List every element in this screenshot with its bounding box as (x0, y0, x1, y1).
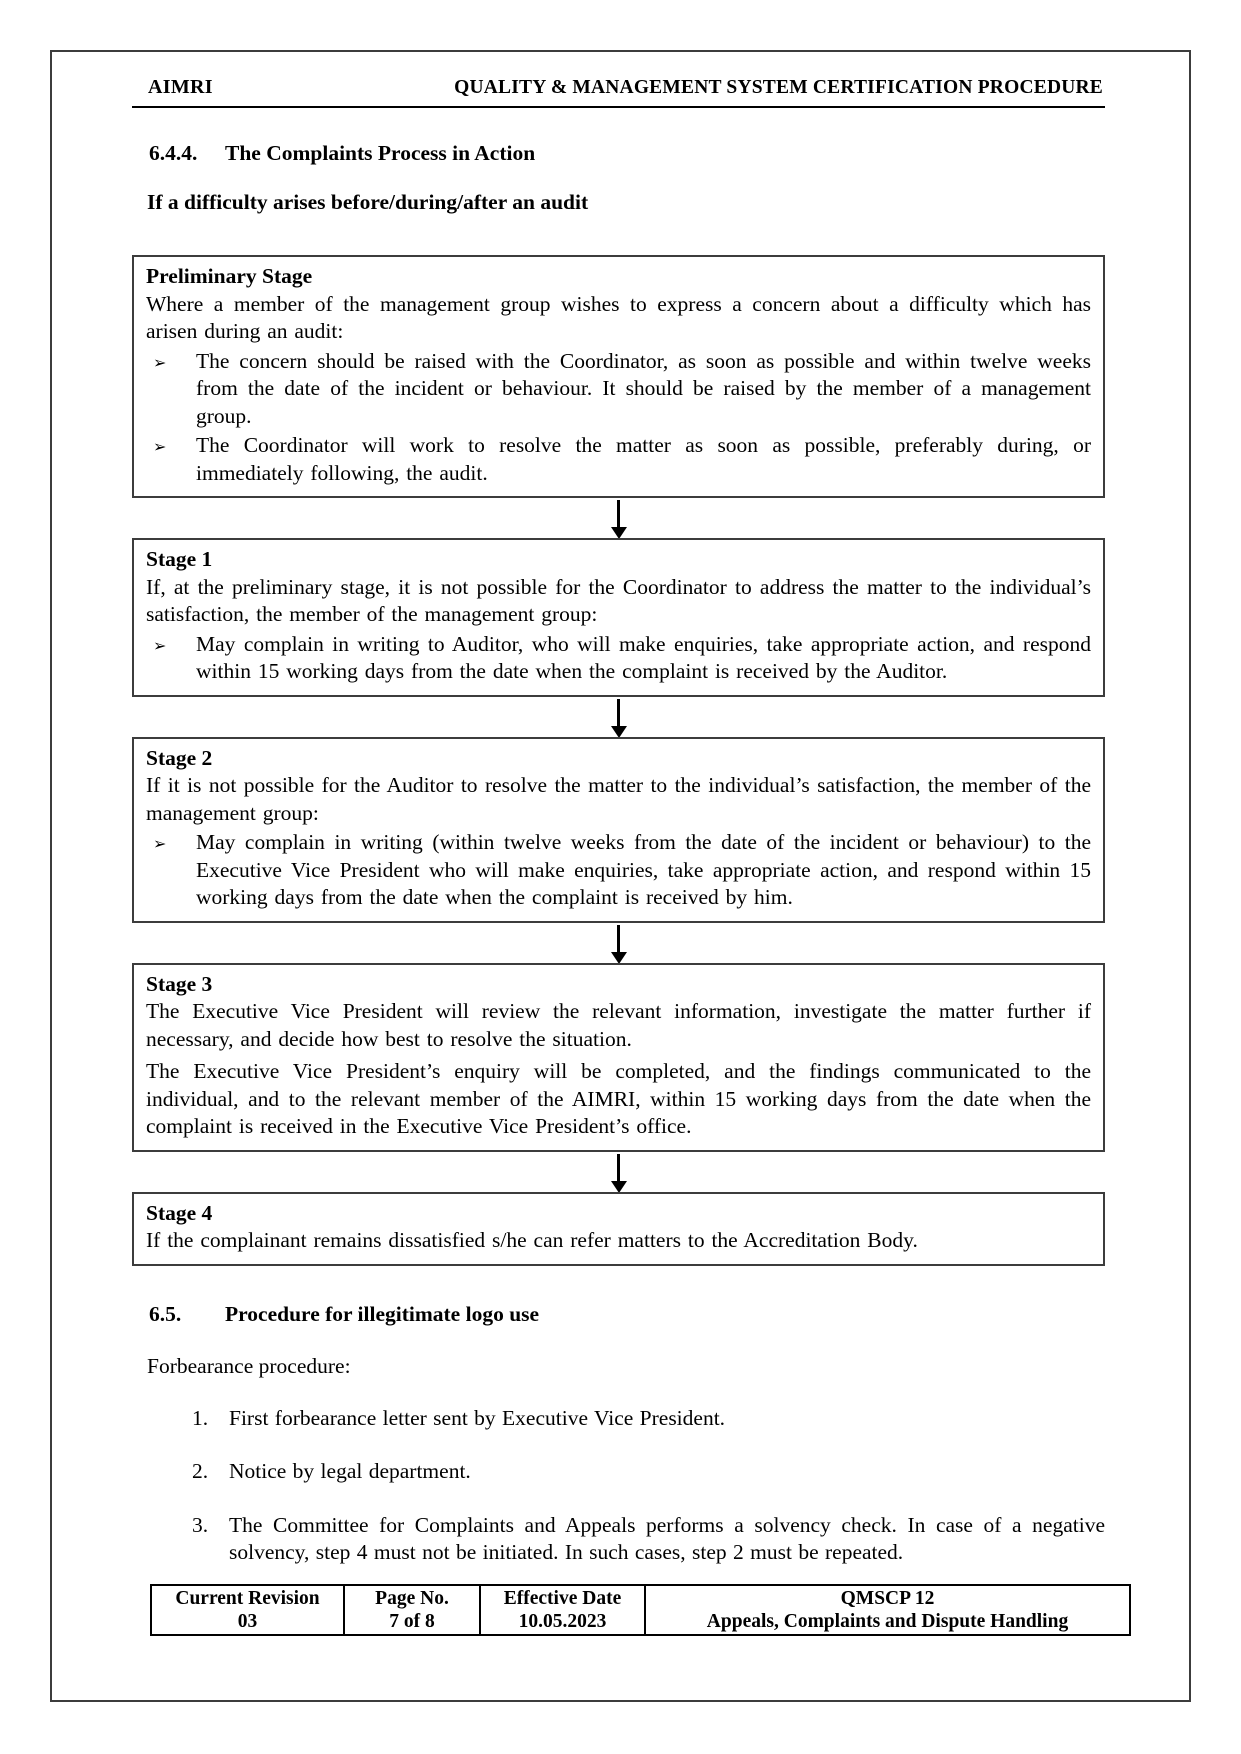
document-title: QUALITY & MANAGEMENT SYSTEM CERTIFICATION PROCEDURE (454, 77, 1103, 98)
forbearance-procedure-label: Forbearance procedure: (147, 1353, 351, 1378)
bullet-text: May complain in writing to Auditor, who will make enquiries, take appropriate action, and respond within 15 working days from the date when the complaint is received by the Auditor. (196, 631, 1091, 683)
arrowhead-bullet-icon: ➢ (153, 437, 167, 456)
stage-bullet (146, 432, 1091, 487)
stage-bullet (146, 631, 1091, 686)
stage-title: Preliminary Stage (146, 264, 313, 288)
footer-cell-document-id (645, 1585, 1130, 1635)
arrowhead-bullet-icon: ➢ (153, 834, 167, 853)
forbearance-step-2 (132, 1458, 1105, 1486)
step-text: The Committee for Complaints and Appeals performs a solvency check. In case of a negative solvency, step 4 must not be initiated. In such cases, step 2 must be repeated. (229, 1512, 1105, 1564)
step-text: Notice by legal department. (229, 1459, 471, 1483)
stage-title: Stage 4 (146, 1200, 213, 1225)
stage-intro: Where a member of the management group wishes to express a concern about a difficulty which has arisen during an audit: (146, 291, 1091, 343)
footer-table (150, 1584, 1131, 1636)
stage-box-1 (132, 538, 1105, 697)
stage-intro: If, at the preliminary stage, it is not possible for the Coordinator to address the matter to the individual’s satisfaction, the member of the management group: (146, 574, 1091, 626)
footer-row (151, 1585, 1130, 1635)
flow-arrow-down-icon (609, 925, 629, 963)
footer-cell-current-revision (151, 1585, 344, 1635)
section-number: 6.5. (149, 1301, 182, 1326)
stage-title: Stage 3 (146, 971, 213, 996)
org-name: AIMRI (148, 76, 213, 98)
flow-arrow-down-icon (609, 699, 629, 737)
stage-box-4 (132, 1192, 1105, 1266)
flow-arrow-down-icon (609, 1154, 629, 1192)
forbearance-step-3 (132, 1512, 1105, 1567)
section-title: The Complaints Process in Action (225, 141, 536, 165)
step-number: 2. (192, 1459, 209, 1483)
flow-arrow-down-icon (609, 500, 629, 538)
page-content (132, 76, 1105, 1636)
stage-intro: If the complainant remains dissatisfied s/he can refer matters to the Accreditation Body. (146, 1228, 918, 1252)
footer-header-current-revision: Current Revision (175, 1587, 320, 1609)
stage-title: Stage 2 (146, 745, 213, 770)
footer-cell-effective-date (480, 1585, 645, 1635)
stage-paragraph: The Executive Vice President will review the relevant information, investigate the matter further if necessary, and decide how best to resolve the situation. (146, 999, 1091, 1051)
section-heading-complaints-process (132, 141, 1105, 166)
footer-value-page-no: 7 of 8 (389, 1610, 435, 1632)
bullet-text: May complain in writing (within twelve weeks from the date of the incident or behaviour) to the Executive Vice President who will make enquiries, take appropriate action, and respond within 15 working days from the date when the complaint is received by him. (196, 830, 1091, 909)
stage-box-3 (132, 963, 1105, 1152)
step-text: First forbearance letter sent by Executive Vice President. (229, 1405, 726, 1430)
footer-header-document-id: QMSCP 12 (840, 1587, 935, 1609)
audit-difficulty-heading: If a difficulty arises before/during/after an audit (147, 190, 589, 214)
footer-value-document-id: Appeals, Complaints and Dispute Handling (706, 1610, 1069, 1632)
step-number: 1. (192, 1405, 209, 1430)
bullet-text: The Coordinator will work to resolve the matter as soon as possible, preferably during, or immediately following, the audit. (196, 433, 1091, 485)
section-heading-logo-use (132, 1302, 1105, 1327)
section-title: Procedure for illegitimate logo use (225, 1301, 540, 1326)
forbearance-step-1 (132, 1405, 1105, 1433)
footer-header-page-no: Page No. (375, 1587, 449, 1609)
stage-paragraph: The Executive Vice President’s enquiry will be completed, and the findings communicated to the individual, and to the relevant member of the AIMRI, within 15 working days from the date when the complaint is received in the Executive Vice President’s office. (146, 1059, 1091, 1138)
footer-value-effective-date: 10.05.2023 (518, 1610, 607, 1632)
stage-bullet (146, 348, 1091, 431)
footer-cell-page-no (344, 1585, 480, 1635)
footer-header-effective-date: Effective Date (503, 1587, 622, 1609)
stage-intro: If it is not possible for the Auditor to resolve the matter to the individual’s satisfaction, the member of the management group: (146, 773, 1091, 825)
bullet-text: The concern should be raised with the Coordinator, as soon as possible and within twelve weeks from the date of the incident or behaviour. It should be raised by the member of a management group. (196, 348, 1091, 428)
stage-title: Stage 1 (146, 547, 213, 571)
arrowhead-bullet-icon: ➢ (153, 352, 167, 372)
step-number: 3. (192, 1512, 209, 1537)
footer-value-current-revision: 03 (237, 1610, 258, 1632)
document-header (132, 76, 1105, 108)
section-number: 6.4.4. (149, 141, 198, 165)
stage-box-2 (132, 737, 1105, 923)
stage-bullet (146, 829, 1091, 912)
arrowhead-bullet-icon: ➢ (153, 635, 167, 655)
stage-box-preliminary (132, 255, 1105, 498)
